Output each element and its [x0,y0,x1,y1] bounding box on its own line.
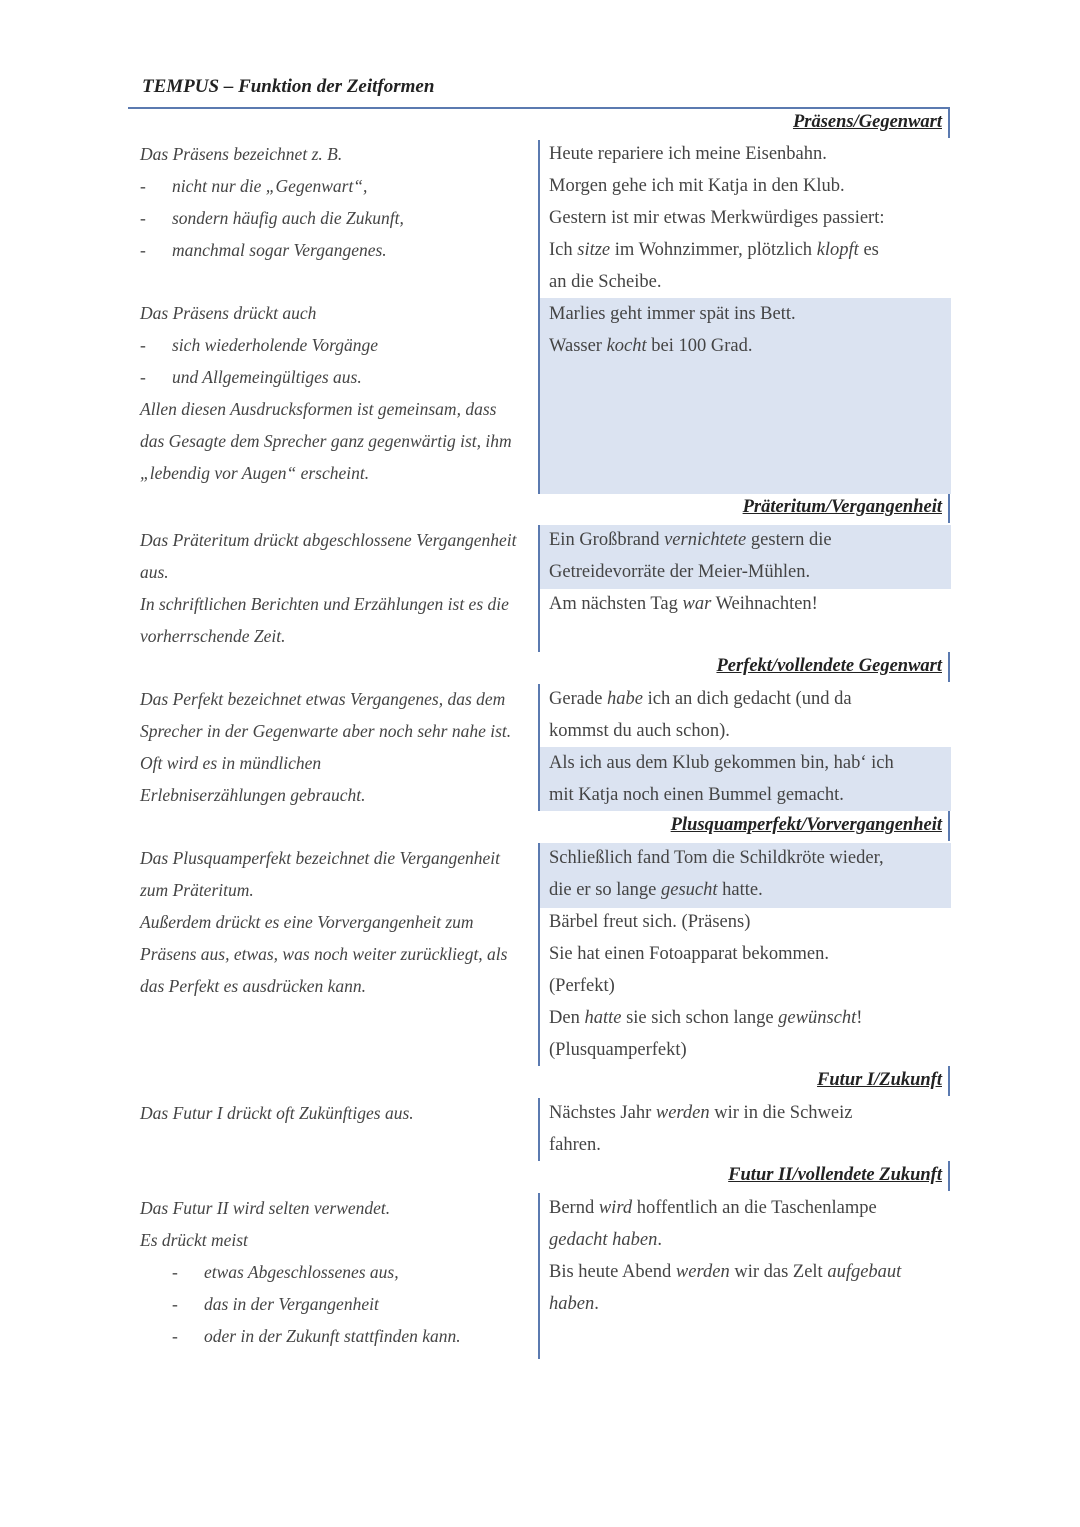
explanation-line: Außerdem drückt es eine Vorvergangenheit zum [140,912,474,932]
explanation-line: Das Präsens drückt auch [140,303,317,323]
verb-form: gewünscht [778,1008,857,1028]
example-text: Nächstes Jahr [549,1103,656,1123]
example-text: Ich [549,240,578,260]
example-text: . [657,1230,663,1250]
example-line [549,266,944,298]
example-text: hoffentlich an die Taschenlampe [632,1198,877,1218]
example-text: fahren. [549,1135,601,1155]
explanation-line: Das Perfekt bezeichnet etwas Vergangenes, das dem [140,689,506,709]
explanation-line: Das Futur I drückt oft Zukünftiges aus. [140,1103,414,1123]
example-text: an die Scheibe. [549,272,662,292]
example-line [549,1002,944,1034]
futur1-examples [549,1097,944,1161]
example-line [549,234,944,266]
explanation-line: aus. [140,562,169,582]
example-line [549,1034,944,1066]
example-line [549,1192,944,1224]
explanation-line: Präsens aus, etwas, was noch weiter zurückliegt, als [140,944,508,964]
example-text: Bis heute Abend [549,1262,676,1282]
futur1-explanation [140,1097,525,1129]
verb-form: habe [607,689,643,709]
explanation-bullet: - sondern häufig auch die Zukunft, [140,202,525,234]
explanation-line: das Gesagte dem Sprecher ganz gegenwärtig ist, ihm [140,431,512,451]
explanation-bullet: - manchmal sogar Vergangenes. [140,234,525,266]
example-text: die er so lange [549,880,661,900]
praeteritum-examples [549,524,944,620]
futur2-explanation [140,1192,525,1352]
verb-form: kocht [606,336,647,356]
perfekt-examples [549,683,944,811]
explanation-bullet: - nicht nur die „Gegenwart“, [140,170,525,202]
example-text: ich an dich gedacht (und da [643,689,852,709]
example-text: Getreidevorräte der Meier-Mühlen. [549,562,811,582]
example-line [549,842,944,874]
example-text: Gestern ist mir etwas Merkwürdiges passiert: [549,208,885,228]
plusquamperfekt-explanation [140,842,525,1002]
verb-form: aufgebaut [827,1262,902,1282]
example-line [549,970,944,1002]
example-text: . [594,1294,599,1314]
example-text: wir das Zelt [729,1262,828,1282]
example-line [549,779,944,811]
explanation-line: zum Präteritum. [140,880,254,900]
example-text: kommst du auch schon). [549,721,730,741]
heading-bar [948,811,950,841]
example-line [549,874,944,906]
explanation-bullet: - oder in der Zukunft stattfinden kann. [140,1320,525,1352]
example-text: Am nächsten Tag [549,594,683,614]
verb-form: gesucht [661,880,718,900]
explanation-line: Es drückt meist [140,1230,248,1250]
example-text: Wasser [549,336,607,356]
column-divider [538,843,540,1066]
example-text: (Plusquamperfekt) [549,1040,687,1060]
example-line [549,747,944,779]
example-text: Ein Großbrand [549,530,665,550]
example-line [549,683,944,715]
heading-bar [948,652,950,682]
example-text: Heute repariere ich meine Eisenbahn. [549,144,827,164]
example-text: Den [549,1008,585,1028]
explanation-bullet: - das in der Vergangenheit [140,1288,525,1320]
explanation-line: Das Futur II wird selten verwendet. [140,1198,391,1218]
example-line [549,298,944,330]
explanation-line: In schriftlichen Berichten und Erzählungen ist es die [140,594,509,614]
heading-bar [948,1161,950,1191]
example-line [549,715,944,747]
example-line [549,524,944,556]
explanation-line: Erlebniserzählungen gebraucht. [140,785,366,805]
verb-form: wird [598,1198,633,1218]
futur2-examples [549,1192,944,1320]
explanation-line: Das Präsens bezeichnet z. B. [140,144,343,164]
explanation-line: Das Plusquamperfekt bezeichnet die Vergangenheit [140,848,500,868]
example-line [549,906,944,938]
example-text: Morgen gehe ich mit Katja in den Klub. [549,176,845,196]
example-line [549,556,944,588]
explanation-line: Das Präteritum drückt abgeschlossene Vergangenheit [140,530,517,550]
example-line [549,1129,944,1161]
column-divider [538,1193,540,1359]
example-line [549,1288,944,1320]
heading-bar [948,493,950,523]
plusquamperfekt-examples [549,842,944,1066]
heading-plusquamperfekt: Plusquamperfekt/Vorvergangenheit [670,815,942,835]
verb-form: klopft [816,240,859,260]
heading-bar [948,108,950,138]
explanation-line: Allen diesen Ausdrucksformen ist gemeinsam, dass [140,399,497,419]
heading-bar [948,1066,950,1096]
explanation-line: Sprecher in der Gegenwarte aber noch sehr nahe ist. [140,721,512,741]
verb-form: hatte [584,1008,622,1028]
example-text: gestern die [746,530,832,550]
example-text: Gerade [549,689,608,709]
example-line [549,1256,944,1288]
example-text: Bernd [549,1198,599,1218]
explanation-line: Oft wird es in mündlichen [140,753,322,773]
column-divider [538,525,540,652]
column-divider [538,684,540,811]
document-title: TEMPUS – Funktion der Zeitformen [142,76,435,97]
example-line [549,938,944,970]
example-text: mit Katja noch einen Bummel gemacht. [549,785,844,805]
example-line [549,330,944,362]
explanation-line: das Perfekt es ausdrücken kann. [140,976,366,996]
example-text: es [858,240,879,260]
explanation-bullet: - und Allgemeingültiges aus. [140,361,525,393]
verb-form: werden [655,1103,710,1123]
example-line [549,202,944,234]
heading-praeteritum: Präteritum/Vergangenheit [742,497,942,517]
example-line [549,588,944,620]
example-line [549,1224,944,1256]
example-text: Schließlich fand Tom die Schildkröte wieder, [549,848,884,868]
praesens-examples [549,138,944,362]
explanation-bullet: - sich wiederholende Vorgänge [140,329,525,361]
heading-futur1: Futur I/Zukunft [817,1070,942,1090]
example-text: Marlies geht immer spät ins Bett. [549,304,796,324]
praesens-explanation-2 [140,297,525,489]
example-text: hatte. [717,880,763,900]
explanation-bullet: - etwas Abgeschlossenes aus, [140,1256,525,1288]
perfekt-explanation [140,683,525,811]
column-divider [538,140,540,494]
verb-form: werden [675,1262,730,1282]
example-text: (Perfekt) [549,976,615,996]
praesens-explanation [140,138,525,266]
example-text: bei 100 Grad. [646,336,753,356]
column-divider [538,1098,540,1161]
verb-form: sitze [577,240,611,260]
praeteritum-explanation [140,524,525,652]
verb-form: haben [549,1294,595,1314]
example-text: Als ich aus dem Klub gekommen bin, hab‘ ich [549,753,894,773]
example-text: ! [856,1008,863,1028]
example-text: wir in die Schweiz [709,1103,853,1123]
verb-form: gedacht haben [549,1230,658,1250]
example-text: Bärbel freut sich. (Präsens) [549,912,751,932]
heading-perfekt: Perfekt/vollendete Gegenwart [716,656,942,676]
explanation-line: vorherrschende Zeit. [140,626,286,646]
example-text: Sie hat einen Fotoapparat bekommen. [549,944,829,964]
example-text: Weihnachten! [711,594,818,614]
verb-form: war [682,594,712,614]
verb-form: vernichtete [664,530,747,550]
example-line [549,138,944,170]
heading-futur2: Futur II/vollendete Zukunft [728,1165,942,1185]
example-line [549,170,944,202]
heading-praesens: Präsens/Gegenwart [792,112,942,132]
explanation-line: „lebendig vor Augen“ erscheint. [140,463,370,483]
example-text: sie sich schon lange [621,1008,779,1028]
example-text: im Wohnzimmer, plötzlich [610,240,817,260]
example-line [549,1097,944,1129]
